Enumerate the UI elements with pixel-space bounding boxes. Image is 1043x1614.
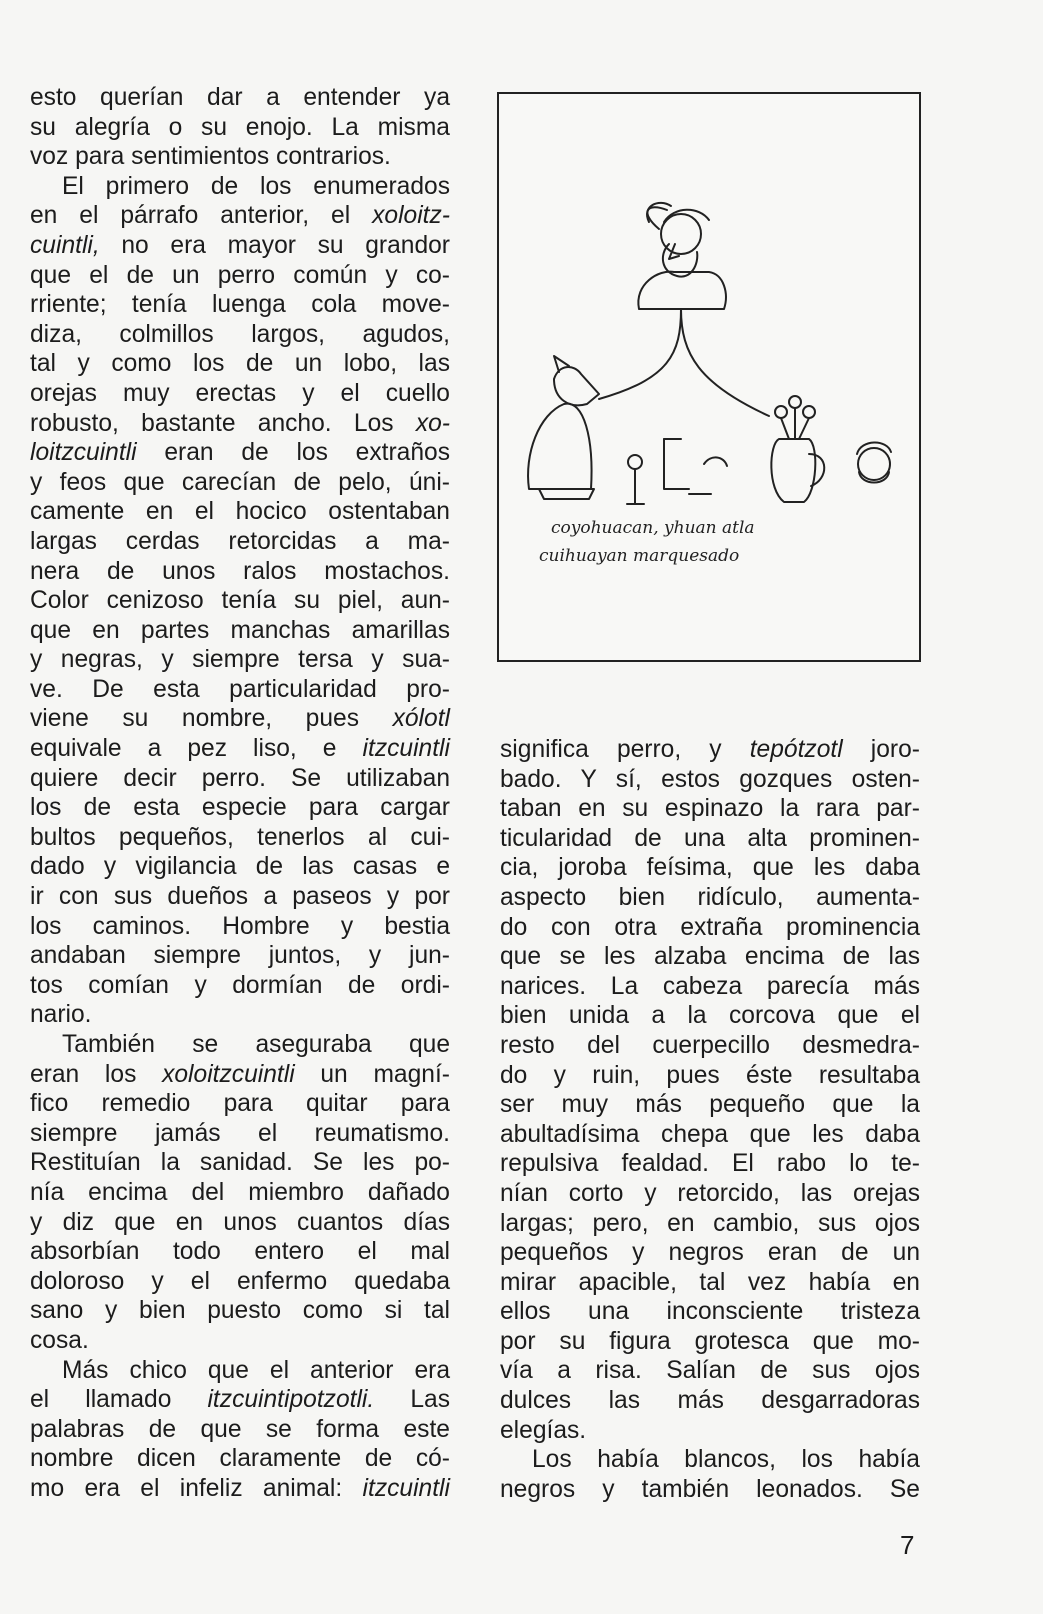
text-run: nario. <box>30 1001 92 1029</box>
text-line <box>30 1356 450 1386</box>
text-line <box>500 1238 920 1268</box>
text-run: mirar apacible, tal vez había en <box>500 1268 920 1296</box>
text-run: los caminos. Hombre y bestia <box>30 912 450 940</box>
text-run: esto querían dar a entender ya <box>30 84 450 111</box>
text-line <box>30 1474 450 1504</box>
text-line <box>30 468 450 498</box>
text-line <box>30 172 450 202</box>
text-line <box>30 734 450 764</box>
text-run: nombre dicen claramente de có- <box>30 1445 450 1473</box>
text-line <box>30 852 450 882</box>
text-run: cosa. <box>30 1326 89 1354</box>
text-line <box>30 1237 450 1267</box>
water-jar-glyph <box>771 396 824 502</box>
text-line <box>500 1445 920 1475</box>
text-run: joro- <box>842 736 920 763</box>
text-line <box>30 290 450 320</box>
text-line <box>30 1089 450 1119</box>
text-line <box>30 1444 450 1474</box>
text-line <box>500 853 920 883</box>
text-run: cia, joroba feísima, que les daba <box>500 854 920 882</box>
text-line <box>30 83 450 113</box>
text-run: do con otra extraña prominencia <box>500 913 920 941</box>
text-run: tal y como los de un lobo, las <box>30 350 450 378</box>
text-line <box>500 1416 920 1446</box>
text-run: en el párrafo anterior, el <box>30 202 373 230</box>
text-line <box>30 882 450 912</box>
text-run: Las <box>374 1386 450 1414</box>
text-line <box>500 972 920 1002</box>
text-line <box>30 941 450 971</box>
text-run: nían corto y retorcido, las orejas <box>500 1179 920 1207</box>
text-line <box>30 675 450 705</box>
text-line <box>500 1001 920 1031</box>
text-run: los de esta especie para cargar <box>30 794 450 822</box>
text-run: aspecto bien ridículo, aumenta- <box>500 883 920 911</box>
text-run: largas cerdas retorcidas a ma- <box>30 527 450 555</box>
text-run: y diz que en unos cuantos días <box>30 1208 450 1236</box>
text-line <box>500 1061 920 1091</box>
text-run: Más chico que el anterior era <box>62 1356 450 1384</box>
text-line <box>30 261 450 291</box>
text-line <box>30 320 450 350</box>
noble-bust-figure <box>638 203 726 309</box>
text-run: Color cenizoso tenía su piel, aun- <box>30 587 450 615</box>
text-run: narices. La cabeza parecía más <box>500 972 920 1000</box>
caption-line-2: cuihuayan marquesado <box>539 546 740 566</box>
text-run: que el de un perro común y co- <box>30 261 450 289</box>
text-run: robusto, bastante ancho. Los <box>30 409 416 437</box>
text-line <box>30 1415 450 1445</box>
text-line <box>30 1385 450 1415</box>
text-line <box>30 1119 450 1149</box>
text-run: do y ruin, pues éste resultaba <box>500 1061 920 1089</box>
text-run: fico remedio para quitar para <box>30 1090 450 1118</box>
italic-term: itzcuintli <box>362 735 450 763</box>
caption-line-1: coyohuacan, yhuan atla <box>551 518 755 538</box>
text-run: Los había blancos, los había <box>532 1446 920 1474</box>
text-line <box>30 497 450 527</box>
text-run: ticularidad de una alta prominen- <box>500 824 920 852</box>
text-run: negros y también leonados. Se <box>500 1475 920 1503</box>
text-run: pequeños y negros eran de un <box>500 1239 920 1267</box>
text-run: ser muy más pequeño que la <box>500 1091 920 1119</box>
text-line <box>30 764 450 794</box>
text-line <box>30 1030 450 1060</box>
text-run: bado. Y sí, estos gozques osten- <box>500 765 920 793</box>
text-run: bultos pequeños, tenerlos al cui- <box>30 823 450 851</box>
text-run: orejas muy erectas y el cuello <box>30 379 450 407</box>
text-line <box>30 586 450 616</box>
text-run: ve. De esta particularidad pro- <box>30 675 450 703</box>
text-run: elegías. <box>500 1416 587 1444</box>
text-run: taban en su espinazo la rara par- <box>500 795 920 823</box>
text-run: eran los <box>30 1060 163 1088</box>
text-line <box>30 1326 450 1356</box>
codex-illustration <box>497 92 921 662</box>
text-line <box>30 1178 450 1208</box>
text-run: que en partes manchas amarillas <box>30 616 450 644</box>
text-line <box>30 1208 450 1238</box>
text-line <box>30 1148 450 1178</box>
text-run: ir con sus dueños a paseos y por <box>30 883 450 911</box>
text-run: andaban siempre juntos, y jun- <box>30 942 450 970</box>
text-run: absorbían todo entero el mal <box>30 1238 450 1266</box>
text-line <box>30 409 450 439</box>
text-line <box>500 1031 920 1061</box>
text-run: nía encima del miembro dañado <box>30 1178 450 1206</box>
text-line <box>30 793 450 823</box>
right-text-column <box>500 735 920 1504</box>
codex-drawing <box>499 94 919 660</box>
text-run: sano y bien puesto como si tal <box>30 1297 450 1325</box>
text-line <box>30 142 450 172</box>
text-run: También se aseguraba que <box>62 1031 450 1058</box>
italic-term: loitzcuintli <box>30 439 137 467</box>
text-line <box>500 1356 920 1386</box>
text-run: mo era el infeliz animal: <box>30 1474 363 1502</box>
italic-term: itzcuintli <box>362 1474 450 1502</box>
text-line <box>30 201 450 231</box>
text-line <box>500 1179 920 1209</box>
italic-term: xoloitzcuintli <box>162 1060 295 1088</box>
text-run: vía a risa. Salían de sus ojos <box>500 1357 920 1385</box>
text-line <box>500 942 920 972</box>
text-line <box>500 794 920 824</box>
text-run: rriente; tenía luenga cola move- <box>30 291 450 319</box>
text-line <box>500 1327 920 1357</box>
text-line <box>500 1268 920 1298</box>
text-run: que se les alzaba encima de las <box>500 943 920 971</box>
text-line <box>30 379 450 409</box>
page-number: 7 <box>900 1530 915 1560</box>
text-line <box>500 883 920 913</box>
text-line <box>30 557 450 587</box>
text-line <box>500 765 920 795</box>
small-head-glyph <box>857 442 891 482</box>
text-line <box>30 645 450 675</box>
text-run: y feos que carecían de pelo, úni- <box>30 468 450 496</box>
italic-term: itzcuintipotzotli. <box>207 1386 375 1414</box>
text-line <box>500 1297 920 1327</box>
text-line <box>500 1149 920 1179</box>
text-run: largas; pero, en cambio, sus ojos <box>500 1209 920 1237</box>
text-line <box>500 913 920 943</box>
text-line <box>30 971 450 1001</box>
text-line <box>500 1120 920 1150</box>
text-run: camente en el hocico ostentaban <box>30 498 450 526</box>
text-line <box>30 527 450 557</box>
text-run: el llamado <box>30 1386 208 1414</box>
text-line <box>30 1060 450 1090</box>
small-glyphs <box>627 439 727 504</box>
text-line <box>30 113 450 143</box>
text-run: no era mayor su grandor <box>99 231 450 259</box>
left-text-column <box>30 83 450 1504</box>
text-run: diza, colmillos largos, agudos, <box>30 320 450 348</box>
text-run: un magní- <box>294 1060 450 1088</box>
text-run: equivale a pez liso, e <box>30 735 363 763</box>
text-run: El primero de los enumerados <box>62 172 450 200</box>
text-run: voz para sentimientos contrarios. <box>30 143 391 171</box>
text-line <box>30 912 450 942</box>
text-run: quiere decir perro. Se utilizaban <box>30 764 450 792</box>
text-line <box>30 1296 450 1326</box>
text-run: repulsiva fealdad. El rabo lo te- <box>500 1150 920 1178</box>
text-run: dulces las más desgarradoras <box>500 1387 920 1415</box>
text-line <box>30 1000 450 1030</box>
text-line <box>500 1209 920 1239</box>
text-run: palabras de que se forma este <box>30 1415 450 1443</box>
text-line <box>500 1386 920 1416</box>
text-line <box>500 824 920 854</box>
text-line <box>30 823 450 853</box>
text-line <box>30 616 450 646</box>
text-line <box>30 349 450 379</box>
text-run: siempre jamás el reumatismo. <box>30 1119 450 1147</box>
text-line <box>30 704 450 734</box>
italic-term: cuintli, <box>30 231 100 259</box>
text-run: nera de unos ralos mostachos. <box>30 557 450 585</box>
text-run: ellos una inconsciente tristeza <box>500 1298 920 1326</box>
text-run: significa perro, y <box>500 736 750 763</box>
italic-term: xoloitz- <box>372 202 450 230</box>
text-line <box>500 735 920 765</box>
dog-glyph <box>528 356 599 499</box>
italic-term: xólotl <box>392 705 450 733</box>
text-run: abultadísima chepa que les daba <box>500 1120 920 1148</box>
text-run: dado y vigilancia de las casas e <box>30 853 450 881</box>
text-line <box>30 1267 450 1297</box>
italic-term: xo- <box>415 409 450 437</box>
text-run: eran de los extraños <box>136 439 450 467</box>
text-run: resto del cuerpecillo desmedra- <box>500 1031 920 1059</box>
text-run: bien unida a la corcova que el <box>500 1002 920 1030</box>
text-line <box>30 231 450 261</box>
text-run: tos comían y dormían de ordi- <box>30 971 450 999</box>
text-run: y negras, y siempre tersa y sua- <box>30 646 450 674</box>
text-run: Restituían la sanidad. Se les po- <box>30 1149 450 1177</box>
text-run: viene su nombre, pues <box>30 705 393 733</box>
italic-term: tepótzotl <box>749 736 843 763</box>
text-run: por su figura grotesca que mo- <box>500 1327 920 1355</box>
text-line <box>30 438 450 468</box>
text-line <box>500 1090 920 1120</box>
text-run: su alegría o su enojo. La misma <box>30 113 450 141</box>
text-run: doloroso y el enfermo quedaba <box>30 1267 450 1295</box>
text-line <box>500 1475 920 1505</box>
